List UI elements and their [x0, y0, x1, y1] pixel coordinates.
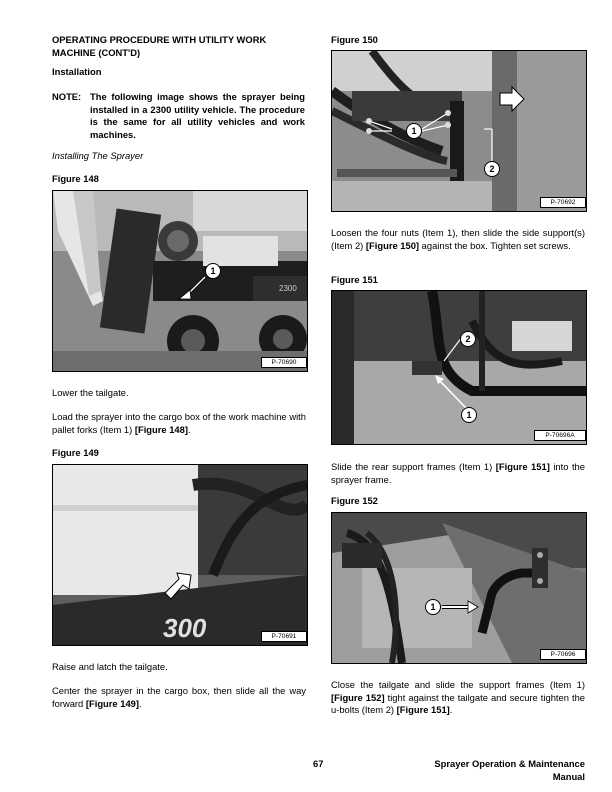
installing-sprayer-heading: Installing The Sprayer — [52, 150, 144, 161]
para-slide-rear-frames: Slide the rear support frames (Item 1) [Figure 151] into the sprayer frame. — [331, 461, 585, 485]
figure-152-photo — [332, 513, 586, 663]
para-lower-tailgate: Lower the tailgate. — [52, 387, 129, 398]
figure-152-title: Figure 152 — [331, 495, 378, 506]
figure-152-callout-1: 1 — [425, 599, 441, 615]
figure-151-code: P-70696A — [534, 430, 586, 441]
installation-subheading: Installation — [52, 66, 102, 77]
figure-148-image — [52, 190, 308, 372]
figure-148-callout-1: 1 — [205, 263, 221, 279]
figure-148-title: Figure 148 — [52, 173, 99, 184]
para-loosen-nuts: Loosen the four nuts (Item 1), then slide the side support(s) (Item 2) [Figure 150] against the box. Tighten set screws. — [331, 227, 585, 251]
manual-title: Sprayer Operation & Maintenance Manual — [434, 758, 585, 782]
decal-300: 300 — [163, 613, 207, 643]
figure-151-callout-1: 1 — [461, 407, 477, 423]
figure-149-code: P-70691 — [261, 631, 307, 642]
para-load-sprayer: Load the sprayer into the cargo box of the work machine with pallet forks (Item 1) [Figure 148]. — [52, 411, 306, 435]
para-center-sprayer: Center the sprayer in the cargo box, then slide all the way forward [Figure 149]. — [52, 685, 306, 709]
section-heading: OPERATING PROCEDURE WITH UTILITY WORK MACHINE (CONT'D) — [52, 34, 267, 58]
decal-2300: 2300 — [279, 284, 297, 293]
para-close-tailgate: Close the tailgate and slide the support frames (Item 1) [Figure 152] tight against the tailgate and secure tighten the u-bolts (Item 2) [Figure 151]. — [331, 679, 586, 716]
figure-150-image — [331, 50, 587, 212]
figure-151-image — [331, 290, 587, 445]
page-number: 67 — [313, 758, 324, 769]
figure-151-title: Figure 151 — [331, 274, 378, 285]
figure-152-code: P-70696 — [540, 649, 586, 660]
figure-152-image — [331, 512, 587, 664]
figure-150-title: Figure 150 — [331, 34, 378, 45]
figure-150-callout-2: 2 — [484, 161, 500, 177]
figure-151-photo — [332, 291, 586, 444]
note-text: The following image shows the sprayer being installed in a 2300 utility vehicle. The procedure is the same for all utility vehicles and work machines. — [90, 91, 305, 140]
figure-148-photo — [53, 191, 307, 371]
figure-150-code: P-70692 — [540, 197, 586, 208]
figure-150-photo — [332, 51, 586, 211]
figure-151-callout-2: 2 — [460, 331, 476, 347]
para-raise-tailgate: Raise and latch the tailgate. — [52, 661, 168, 672]
figure-149-photo — [53, 465, 307, 645]
figure-150-callout-1: 1 — [406, 123, 422, 139]
note-label: NOTE: — [52, 91, 82, 102]
figure-148-code: P-70690 — [261, 357, 307, 368]
figure-149-image — [52, 464, 308, 646]
figure-149-title: Figure 149 — [52, 447, 99, 458]
